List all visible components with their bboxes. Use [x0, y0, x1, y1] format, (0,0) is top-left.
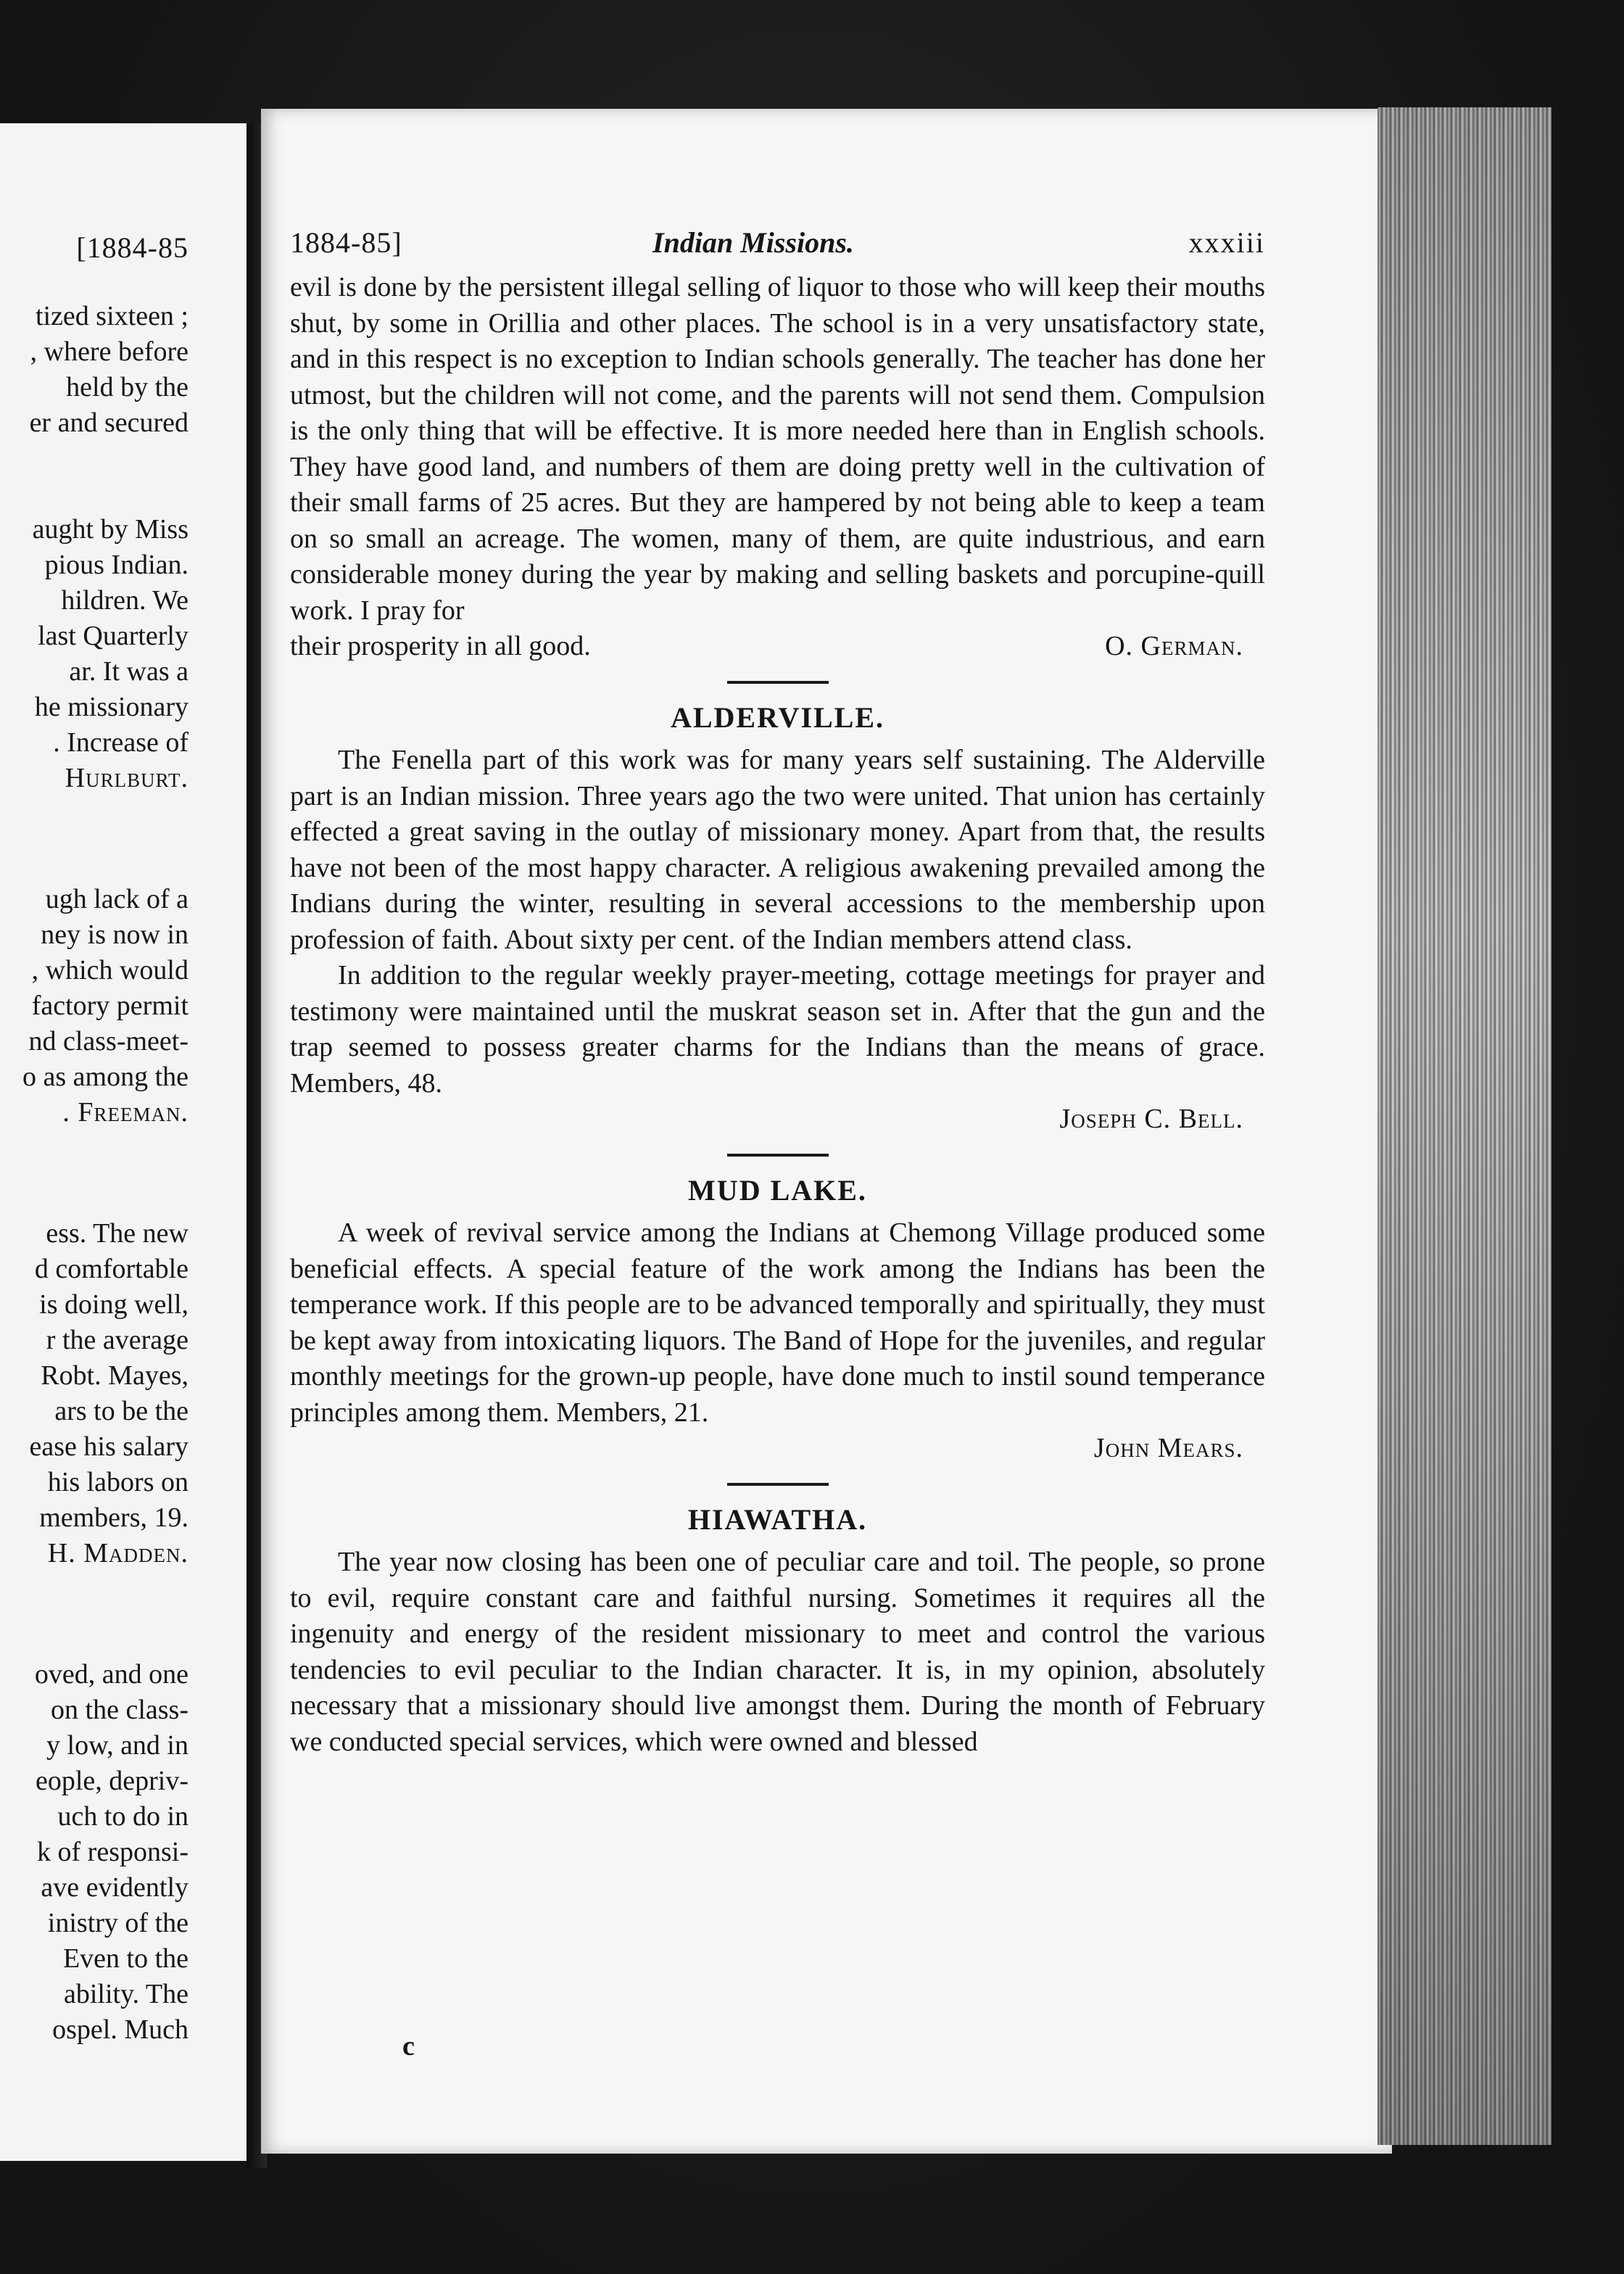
left-signature: Hurlburt. [65, 763, 188, 793]
signature-mark: c [402, 2031, 415, 2062]
left-line: on the class- [51, 1695, 188, 1725]
left-line: o as among the [22, 1062, 188, 1092]
left-line: eople, depriv- [35, 1766, 188, 1796]
left-line: k of responsi- [37, 1837, 188, 1867]
left-line: ars to be the [54, 1396, 188, 1426]
left-facing-page [0, 123, 254, 2161]
left-line: Robt. Mayes, [41, 1360, 188, 1391]
left-line: pious Indian. [44, 550, 188, 580]
left-line: ability. The [63, 1979, 188, 2009]
signature-john-mears: John Mears. [1093, 1433, 1243, 1463]
book-fore-edge [1378, 107, 1552, 2145]
left-line: y low, and in [46, 1730, 188, 1761]
left-signature: . Freeman. [62, 1097, 188, 1128]
left-line: er and secured [29, 408, 188, 438]
section-divider [727, 1483, 829, 1486]
left-line: . Increase of [53, 727, 188, 758]
hiawatha-paragraph: The year now closing has been one of peculiar care and toil. The people, so prone to evil, require constant care and faithful nursing. Sometimes it requires all the ingenuity and energy of the resident missionary to meet and control the various tendencies to evil peculiar to the Indian character. It is, in my opinion, absolutely necessary that a missionary should live amongst them. During the month of February we conducted special services, which were owned and blessed [290, 1547, 1265, 1757]
opening-last-line: their prosperity in all good. [290, 631, 591, 661]
left-line: his labors on [47, 1467, 188, 1497]
left-line: ugh lack of a [45, 884, 188, 914]
heading-alderville: ALDERVILLE. [670, 700, 885, 734]
signature-joseph-c-bell: Joseph C. Bell. [1059, 1104, 1243, 1134]
left-line: members, 19. [39, 1502, 188, 1533]
left-line: , which would [31, 955, 188, 985]
left-line: he missionary [34, 692, 188, 722]
left-page-text [0, 299, 188, 2048]
alderville-paragraph-1: The Fenella part of this work was for many years self sustaining. The Alderville part is an Indian mission. Three years ago the two were united. That union has certainly effected a great saving in the outlay of missionary money. Apart from that, the results have not been of the most happy character. A religious awakening prevailed among the Indians during the winter, resulting in several accessions to the membership upon profession of faith. About sixty per cent. of the Indian members attend class. [290, 745, 1265, 955]
left-line: ar. It was a [69, 656, 188, 687]
section-divider [727, 681, 829, 684]
signature-o-german: O. German. [1105, 631, 1243, 661]
opening-closing-line [290, 629, 1265, 665]
left-line: ess. The new [46, 1218, 188, 1249]
left-line: d comfortable [34, 1254, 188, 1284]
left-line: ease his salary [29, 1431, 188, 1462]
left-signature: H. Madden. [47, 1538, 188, 1568]
left-line: oved, and one [34, 1659, 188, 1690]
section-divider [727, 1154, 829, 1157]
left-line: , where before [30, 336, 188, 367]
left-line: r the average [46, 1325, 188, 1355]
left-line: ney is now in [41, 919, 188, 950]
left-line: tized sixteen ; [35, 301, 188, 331]
mud-lake-paragraph: A week of revival service among the Indians at Chemong Village produced some beneficial effects. A special feature of the work among the Indians has been the temperance work. If this people are to be advanced temporally and spiritually, they must be kept away from intoxicating liquors. The Band of Hope for the juveniles, and regular monthly meetings for the grown-up people, have done much to instil sound temperance principles among them. Members, 21. [290, 1217, 1265, 1428]
page-content [290, 218, 1265, 1760]
alderville-paragraph-2: In addition to the regular weekly prayer-meeting, cottage meetings for prayer and testimony were maintained until the muskrat season set in. After that the gun and the trap seemed to possess greater charms for the Indians than the means of grace. Members, 48. [290, 960, 1265, 1099]
heading-hiawatha: HIAWATHA. [687, 1502, 868, 1536]
page-number: xxxiii [1188, 226, 1265, 259]
left-line: factory permit [31, 991, 188, 1021]
left-line: nd class-meet- [28, 1026, 188, 1057]
opening-paragraph: evil is done by the persistent illegal selling of liquor to those who will keep their mouths shut, by some in Orillia and other places. The school is in a very unsatisfactory state, and in this respect is no exception to Indian schools generally. The teacher has done her utmost, but the children will not come, and the parents will not send them. Compulsion is the only thing that will be effective. It is more needed here than in English schools. They have good land, and numbers of them are doing pretty well in the cultivation of their small farms of 25 acres. But they are hampered by not being able to keep a team on so small an acreage. The women, many of them, are quite industrious, and earn considerable money during the year by making and selling baskets and porcupine-quill work. I pray for [290, 272, 1265, 626]
left-line: is doing well, [39, 1289, 188, 1320]
heading-mud-lake: MUD LAKE. [688, 1173, 867, 1207]
running-head [290, 218, 1265, 261]
left-line: hildren. We [61, 585, 188, 616]
left-line: last Quarterly [38, 621, 188, 651]
running-head-title: Indian Missions. [652, 226, 854, 259]
left-line: held by the [66, 372, 188, 402]
left-line: uch to do in [57, 1801, 188, 1832]
left-line: ospel. Much [52, 2014, 188, 2045]
left-running-head: [1884-85 [76, 231, 188, 264]
running-head-year: 1884-85] [290, 226, 402, 259]
left-line: aught by Miss [32, 514, 188, 545]
left-line: ave evidently [41, 1872, 188, 1903]
left-line: Even to the [62, 1943, 188, 1974]
left-line: inistry of the [47, 1908, 188, 1938]
